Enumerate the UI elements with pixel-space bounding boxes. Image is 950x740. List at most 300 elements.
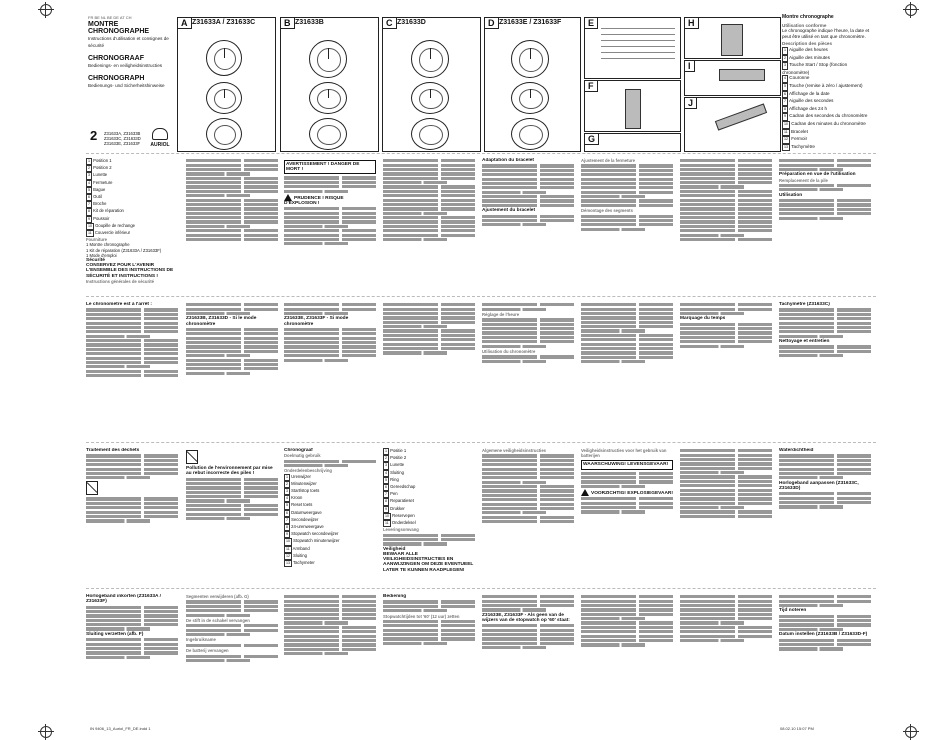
section-heading: Instructions générales de sécurité bbox=[86, 278, 154, 284]
item-label: Lunette bbox=[389, 462, 405, 468]
list-item bbox=[782, 55, 872, 63]
text-band-4 bbox=[86, 594, 876, 722]
list-item bbox=[284, 488, 376, 495]
figure-caption: Z31633A / Z31633C bbox=[192, 19, 256, 26]
list-item bbox=[284, 524, 376, 531]
text-column bbox=[779, 448, 871, 584]
item-label: Onderdeksel bbox=[390, 520, 416, 526]
brand-name: AURIOL bbox=[150, 142, 170, 148]
section-heading: Datum instellen (Z31633B / Z31633D-F) bbox=[779, 632, 868, 638]
item-number: 1 bbox=[284, 474, 290, 481]
warning-text: CONSERVEZ POUR L'AVENIR L'ENSEMBLE DES INSTRUCTIONS DE SÉCURITÉ ET INSTRUCTIONS ! bbox=[86, 263, 174, 279]
item-label: Sluiting bbox=[389, 469, 404, 475]
item-number: 10 bbox=[782, 121, 790, 129]
item-label: Couvercle inférieur bbox=[93, 230, 131, 236]
text-column bbox=[186, 448, 278, 584]
section-heading: Z31633E, Z31633F - Si mode chronomètre bbox=[284, 316, 349, 327]
figure-label: C bbox=[383, 18, 397, 29]
list-item bbox=[782, 98, 872, 106]
watch-drawing bbox=[206, 82, 242, 114]
item-number: 9 bbox=[782, 113, 788, 121]
item-number: 6 bbox=[782, 91, 788, 99]
item-label: Affichage de la date bbox=[788, 90, 830, 96]
item-number: 5 bbox=[782, 83, 788, 91]
section-heading: Tijd noteren bbox=[779, 608, 807, 614]
item-number: 3 bbox=[383, 462, 389, 469]
section-heading: Traitement des déchets bbox=[86, 448, 140, 453]
watch-drawing bbox=[309, 40, 347, 78]
list-item bbox=[782, 113, 872, 121]
section-heading: Z31633E, Z31633F - Als geen van de wijzers van de stopwatch op '60' staat: bbox=[482, 612, 570, 623]
item-number: 3 bbox=[86, 172, 92, 179]
list-item bbox=[86, 194, 178, 201]
list-item bbox=[383, 513, 475, 520]
figure-caption: Z31633B bbox=[295, 19, 324, 26]
item-number: 7 bbox=[86, 201, 92, 208]
text-column bbox=[581, 594, 673, 722]
text-column bbox=[284, 448, 376, 584]
list-item bbox=[782, 62, 872, 75]
item-label: Outil bbox=[92, 194, 102, 200]
section-heading: Waterdichtheid bbox=[779, 448, 814, 453]
section-heading: Réglage de l'heure bbox=[482, 311, 520, 317]
text-column bbox=[581, 302, 673, 438]
text-column bbox=[680, 158, 772, 294]
item-number: 11 bbox=[782, 129, 790, 137]
list-item bbox=[86, 187, 178, 194]
item-label: Gereedschap bbox=[389, 484, 416, 490]
list-item bbox=[86, 201, 178, 208]
fold-line bbox=[86, 588, 876, 589]
section-heading: Sécurité bbox=[86, 258, 105, 264]
figure-d bbox=[484, 17, 581, 152]
list-item bbox=[782, 106, 872, 114]
strap-drawing bbox=[721, 24, 743, 56]
item-label: Start/stop toets bbox=[290, 487, 320, 493]
figure-label: A bbox=[178, 18, 192, 29]
item-number: 11 bbox=[284, 546, 292, 553]
item-label: Position 2 bbox=[92, 165, 112, 171]
figure-caption: Z31633D bbox=[397, 19, 426, 26]
item-number: 12 bbox=[284, 553, 292, 560]
list-item bbox=[284, 474, 376, 481]
figure-j bbox=[684, 97, 781, 152]
item-number: 4 bbox=[383, 470, 389, 477]
text-column bbox=[284, 158, 376, 294]
item-label: Affichage des 24 h bbox=[788, 105, 827, 111]
watch-drawing bbox=[511, 82, 549, 114]
text-column bbox=[581, 448, 673, 584]
item-label: Fermeture bbox=[92, 179, 113, 185]
watch-drawing bbox=[206, 118, 242, 150]
list-item bbox=[86, 180, 178, 187]
item-number: 2 bbox=[782, 55, 788, 63]
list-item bbox=[284, 517, 376, 524]
figure-caption: Z31633E / Z31633F bbox=[499, 19, 562, 26]
section-heading: Onderdelenbeschrijving bbox=[284, 468, 332, 474]
item-number: 10 bbox=[383, 513, 391, 520]
list-item bbox=[284, 510, 376, 517]
warning-heading: Pollution de l'environnement par mise au rebut incorrecte des piles ! bbox=[186, 466, 273, 477]
page-number: 2 bbox=[90, 128, 98, 143]
item-number: 10 bbox=[284, 538, 292, 545]
item-label: Fermoir bbox=[790, 136, 808, 142]
strap-drawing bbox=[719, 69, 765, 81]
item-number: 1 bbox=[86, 158, 92, 165]
list-item bbox=[383, 455, 475, 462]
figure-c bbox=[382, 17, 481, 152]
strap-drawing bbox=[625, 89, 641, 129]
section-heading: Ingebruikname bbox=[186, 637, 216, 643]
item-number: 8 bbox=[284, 524, 290, 531]
item-label: Touche Start / Stop (fonction chronomètre) bbox=[782, 62, 848, 75]
section-heading: Remplacement de la pile bbox=[779, 177, 828, 183]
item-number: 8 bbox=[86, 208, 92, 215]
model-line: Z31633E, Z31633F bbox=[104, 141, 141, 146]
list-item bbox=[782, 121, 872, 129]
figure-e bbox=[584, 17, 681, 79]
subtitle-fr: Instructions d'utilisation et consignes de sécurité bbox=[88, 36, 169, 48]
item-label: Datumweergave bbox=[290, 509, 322, 515]
item-label: Bracelet bbox=[789, 128, 808, 134]
text-column bbox=[284, 594, 376, 722]
section-heading: Stopwatchtijden tot '60' (12 uur) zetten bbox=[383, 613, 460, 619]
list-item: 1 Mode d'emploi bbox=[86, 252, 117, 258]
list-item bbox=[782, 144, 872, 152]
item-label: Reservepen bbox=[391, 512, 415, 518]
warning-heading-text: VOORZICHTIG! EXPLOSIEGEVAAR! bbox=[591, 490, 673, 496]
figure-label: I bbox=[685, 61, 695, 72]
item-number: 5 bbox=[383, 477, 389, 484]
item-label: Cadran des minutes du chronomètre bbox=[790, 120, 866, 126]
list-item bbox=[86, 172, 178, 179]
item-label: Pen bbox=[389, 491, 398, 497]
section-title: Montre chronographe bbox=[782, 14, 834, 20]
item-number: 12 bbox=[782, 136, 790, 144]
list-item bbox=[284, 481, 376, 488]
item-label: Positie 2 bbox=[389, 455, 407, 461]
section-heading: Utilisation du chronomètre bbox=[482, 348, 536, 354]
figure-label: B bbox=[281, 18, 295, 29]
text-column bbox=[186, 158, 278, 294]
list-item bbox=[284, 495, 376, 502]
item-label: Stopwatch minutenwijzer bbox=[292, 538, 340, 544]
section-heading: Utilisation bbox=[779, 192, 803, 198]
figure-a bbox=[177, 17, 276, 152]
section-heading: Horlogeband aanpassen (Z31633C, Z31633D) bbox=[779, 480, 859, 491]
list-item bbox=[284, 546, 376, 553]
list-item bbox=[782, 136, 872, 144]
list-item bbox=[782, 129, 872, 137]
section-heading: Segmenten verwijderen (afb. G) bbox=[186, 594, 249, 599]
section-heading: Horlogeband inkorten (Z31633A / Z31633F) bbox=[86, 594, 161, 605]
item-number: 11 bbox=[86, 230, 94, 237]
item-label: Lunette bbox=[92, 172, 108, 178]
item-number: 2 bbox=[86, 165, 92, 172]
figure-f bbox=[584, 80, 681, 132]
title-fr: MONTRE CHRONOGRAPHE bbox=[88, 21, 150, 35]
text-column bbox=[482, 448, 574, 584]
print-footer bbox=[90, 726, 814, 731]
list-item bbox=[284, 538, 376, 545]
figure-label: F bbox=[585, 81, 598, 92]
item-label: Stopwatch secondewijzer bbox=[290, 531, 339, 537]
list-item bbox=[86, 208, 178, 215]
section-heading: Démontage des segments bbox=[581, 208, 633, 214]
paragraph: Le chronographe indique l'heure, la date et peut être utilisé en tant que chronomètre. bbox=[782, 28, 870, 39]
list-item bbox=[383, 477, 475, 484]
text-column bbox=[680, 594, 772, 722]
item-label: Aiguille des minutes bbox=[788, 54, 830, 60]
section-heading: Adaptation du bracelet bbox=[482, 158, 534, 163]
watch-drawing bbox=[309, 82, 347, 114]
item-label: Secondewijzer bbox=[290, 516, 319, 522]
item-number: 9 bbox=[383, 506, 389, 513]
figure-label: D bbox=[485, 18, 499, 29]
text-column bbox=[86, 448, 178, 584]
item-label: Touche (remise à zéro / ajustement) bbox=[788, 82, 863, 88]
numbered-list bbox=[383, 448, 475, 527]
item-label: Bague bbox=[92, 186, 106, 192]
text-column bbox=[186, 594, 278, 722]
item-number: 9 bbox=[284, 531, 290, 538]
language-flags: FR BE NL BE DE AT CH bbox=[88, 15, 132, 20]
list-item bbox=[86, 216, 178, 223]
registration-mark-top-left bbox=[40, 4, 52, 16]
section-heading: De stift in de schakel vervangen bbox=[186, 617, 250, 623]
section-heading: Sluiting verzetten (afb. F) bbox=[86, 631, 144, 637]
item-label: Kroon bbox=[290, 495, 303, 501]
list-item bbox=[782, 75, 872, 83]
text-column bbox=[482, 594, 574, 722]
warning-heading-text: PRUDENCE ! RISQUE D'EXPLOSION ! bbox=[284, 195, 344, 206]
section-heading: Nettoyage et entretien bbox=[779, 339, 830, 345]
text-band-3 bbox=[86, 448, 876, 584]
figure-label: G bbox=[585, 134, 599, 145]
section-heading: Ajustement du bracelet bbox=[482, 208, 536, 214]
item-label: Reset toets bbox=[290, 502, 313, 508]
section-heading: Bediening bbox=[383, 594, 407, 599]
subtitle-de: Bedienungs- und Sicherheitshinweise bbox=[88, 83, 165, 88]
crossed-bin-icon bbox=[186, 450, 198, 464]
subtitle-nl: Bedienings- en veiligheidsinstructies bbox=[88, 63, 163, 68]
warning-heading bbox=[284, 194, 376, 206]
text-column bbox=[86, 158, 178, 294]
list-item bbox=[284, 531, 376, 538]
watch-drawing bbox=[411, 118, 449, 150]
item-number: 5 bbox=[86, 187, 92, 194]
list-item bbox=[383, 470, 475, 477]
item-label: Kit de réparation bbox=[92, 208, 124, 214]
item-label: Aiguille des secondes bbox=[788, 98, 834, 104]
item-label: Tachymètre bbox=[790, 143, 815, 149]
figure-g bbox=[584, 133, 681, 152]
figure-label: E bbox=[585, 18, 598, 29]
fold-line bbox=[86, 442, 876, 443]
figure-i bbox=[684, 60, 781, 96]
figure-label: H bbox=[685, 18, 699, 29]
item-number: 1 bbox=[383, 448, 389, 455]
section-heading: De batterij vervangen bbox=[186, 648, 229, 654]
list-item: 1 Kit de réparation (Z31633A / Z31633F) bbox=[86, 247, 162, 253]
item-label: Sluiting bbox=[292, 552, 307, 558]
text-column bbox=[680, 302, 772, 438]
list-item bbox=[86, 223, 178, 230]
item-number: 2 bbox=[284, 481, 290, 488]
item-label: Armband bbox=[291, 545, 310, 551]
registration-mark-bottom-left bbox=[40, 726, 52, 738]
item-number: 11 bbox=[383, 520, 391, 527]
brand-logo bbox=[148, 128, 172, 148]
item-label: Cadran des secondes du chronomètre bbox=[788, 113, 868, 119]
text-column bbox=[779, 158, 871, 294]
item-label: Aiguille des heures bbox=[788, 46, 828, 52]
section-heading: Veiligheidsinstructies voor het gebruik van batterijen bbox=[581, 448, 667, 459]
section-heading: Algemene veiligheidsinstructies bbox=[482, 448, 546, 453]
list-item bbox=[383, 520, 475, 527]
text-column bbox=[779, 302, 871, 438]
text-band-2 bbox=[86, 302, 876, 438]
item-label: Ring bbox=[389, 476, 399, 482]
item-number: 4 bbox=[284, 495, 290, 502]
fold-line bbox=[86, 153, 876, 154]
item-number: 1 bbox=[782, 47, 788, 55]
list-item bbox=[383, 462, 475, 469]
item-number: 3 bbox=[284, 488, 290, 495]
text-column bbox=[581, 158, 673, 294]
item-number: 13 bbox=[284, 560, 292, 567]
item-label: Goupille de rechange bbox=[94, 222, 135, 228]
section-heading: Préparation en vue de l'utilisation bbox=[779, 172, 856, 178]
item-label: Poussoir bbox=[92, 215, 110, 221]
parts-list bbox=[782, 47, 872, 151]
text-column bbox=[482, 302, 574, 438]
brand-helmet-icon bbox=[152, 128, 168, 140]
section-heading: Doelmatig gebruik bbox=[284, 453, 321, 459]
registration-mark-top-right bbox=[905, 4, 917, 16]
section-heading: Chronograaf bbox=[284, 448, 313, 453]
text-column bbox=[383, 594, 475, 722]
list-item: 1 Montre chronographe bbox=[86, 242, 130, 248]
list-item bbox=[383, 506, 475, 513]
text-column bbox=[186, 302, 278, 438]
title-block bbox=[88, 14, 174, 89]
section-heading: Veiligheid bbox=[383, 546, 406, 552]
warning-triangle-icon bbox=[284, 194, 292, 201]
item-label: Positie 1 bbox=[389, 448, 407, 453]
strap-drawing bbox=[715, 103, 767, 130]
watch-drawing bbox=[511, 40, 549, 78]
list-item bbox=[782, 47, 872, 55]
item-number: 6 bbox=[284, 510, 290, 517]
warning-heading: AVERTISSEMENT ! DANGER DE MORT ! bbox=[284, 160, 376, 174]
title-de: CHRONOGRAPH bbox=[88, 75, 145, 82]
section-heading: Tachymètre (Z31633C) bbox=[779, 302, 830, 307]
warning-heading bbox=[581, 489, 673, 496]
section-heading: Description des pièces bbox=[782, 41, 833, 47]
list-item bbox=[383, 491, 475, 498]
right-column-intro bbox=[782, 15, 872, 151]
section-heading: Fourniture bbox=[86, 237, 107, 243]
watch-drawing bbox=[411, 40, 449, 78]
list-item bbox=[284, 553, 376, 560]
item-number: 9 bbox=[86, 216, 92, 223]
fold-line bbox=[86, 296, 876, 297]
list-item bbox=[86, 230, 178, 237]
watch-drawing bbox=[511, 118, 549, 150]
text-column bbox=[383, 158, 475, 294]
figure-b bbox=[280, 17, 379, 152]
warning-triangle-icon bbox=[581, 489, 589, 496]
watch-drawing bbox=[309, 118, 347, 150]
item-number: 6 bbox=[86, 194, 92, 201]
section-heading: Utilisation conforme bbox=[782, 22, 827, 28]
section-heading: Leveringsomvang bbox=[383, 527, 419, 533]
text-column bbox=[284, 302, 376, 438]
text-column bbox=[482, 158, 574, 294]
list-item bbox=[383, 448, 475, 455]
item-label: Position 1 bbox=[92, 158, 112, 163]
text-column bbox=[86, 302, 178, 438]
item-number: 4 bbox=[782, 75, 788, 83]
section-heading: Ajustement de la fermeture bbox=[581, 158, 635, 163]
model-line: Z31633A, Z31633B bbox=[104, 131, 141, 136]
item-label: Minutenwijzer bbox=[290, 480, 317, 486]
item-number: 7 bbox=[284, 517, 290, 524]
title-nl: CHRONOGRAAF bbox=[88, 55, 144, 62]
item-number: 3 bbox=[782, 62, 788, 70]
item-label: Reparatieset bbox=[389, 498, 414, 504]
item-number: 2 bbox=[383, 455, 389, 462]
strap-segment-table bbox=[601, 23, 675, 73]
list-item bbox=[284, 502, 376, 509]
text-column bbox=[779, 594, 871, 722]
figure-h bbox=[684, 17, 781, 59]
warning-text: BEWAAR ALLE VEILIGHEIDSINSTRUCTIES EN AANWIJZINGEN OM DEZE EVENTUEEL LATER TE KUNNEN RAADPLEGEN! bbox=[383, 551, 474, 573]
section-heading: Le chronomètre est à l'arrêt : bbox=[86, 302, 152, 307]
text-column bbox=[383, 302, 475, 438]
text-column bbox=[383, 448, 475, 584]
footer-date: 08.02.10 15:07 PM bbox=[780, 726, 814, 731]
section-heading: Z31633B, Z31633D - Si le mode chronomètre bbox=[186, 316, 257, 327]
item-label: Broche bbox=[92, 201, 107, 207]
watch-drawing bbox=[206, 40, 242, 76]
numbered-list bbox=[284, 474, 376, 568]
item-number: 5 bbox=[284, 502, 290, 509]
list-item bbox=[383, 484, 475, 491]
model-line: Z31633C, Z31633D bbox=[104, 136, 141, 141]
numbered-list bbox=[86, 158, 178, 237]
text-column bbox=[680, 448, 772, 584]
list-item bbox=[383, 498, 475, 505]
item-number: 4 bbox=[86, 180, 92, 187]
item-number: 8 bbox=[782, 106, 788, 114]
item-label: 24-urenweergave bbox=[290, 523, 324, 529]
model-list bbox=[104, 131, 141, 146]
figure-label: J bbox=[685, 98, 697, 109]
item-label: Couronne bbox=[788, 75, 810, 81]
item-number: 6 bbox=[383, 484, 389, 491]
section-heading: Marquage du temps bbox=[680, 316, 726, 322]
list-item bbox=[86, 165, 178, 172]
item-label: Drukker bbox=[389, 505, 405, 511]
list-item bbox=[782, 91, 872, 99]
item-label: Tachymeter bbox=[292, 559, 315, 565]
list-item bbox=[284, 560, 376, 567]
watch-drawing bbox=[411, 82, 449, 114]
registration-mark-bottom-right bbox=[905, 726, 917, 738]
item-number: 10 bbox=[86, 223, 94, 230]
